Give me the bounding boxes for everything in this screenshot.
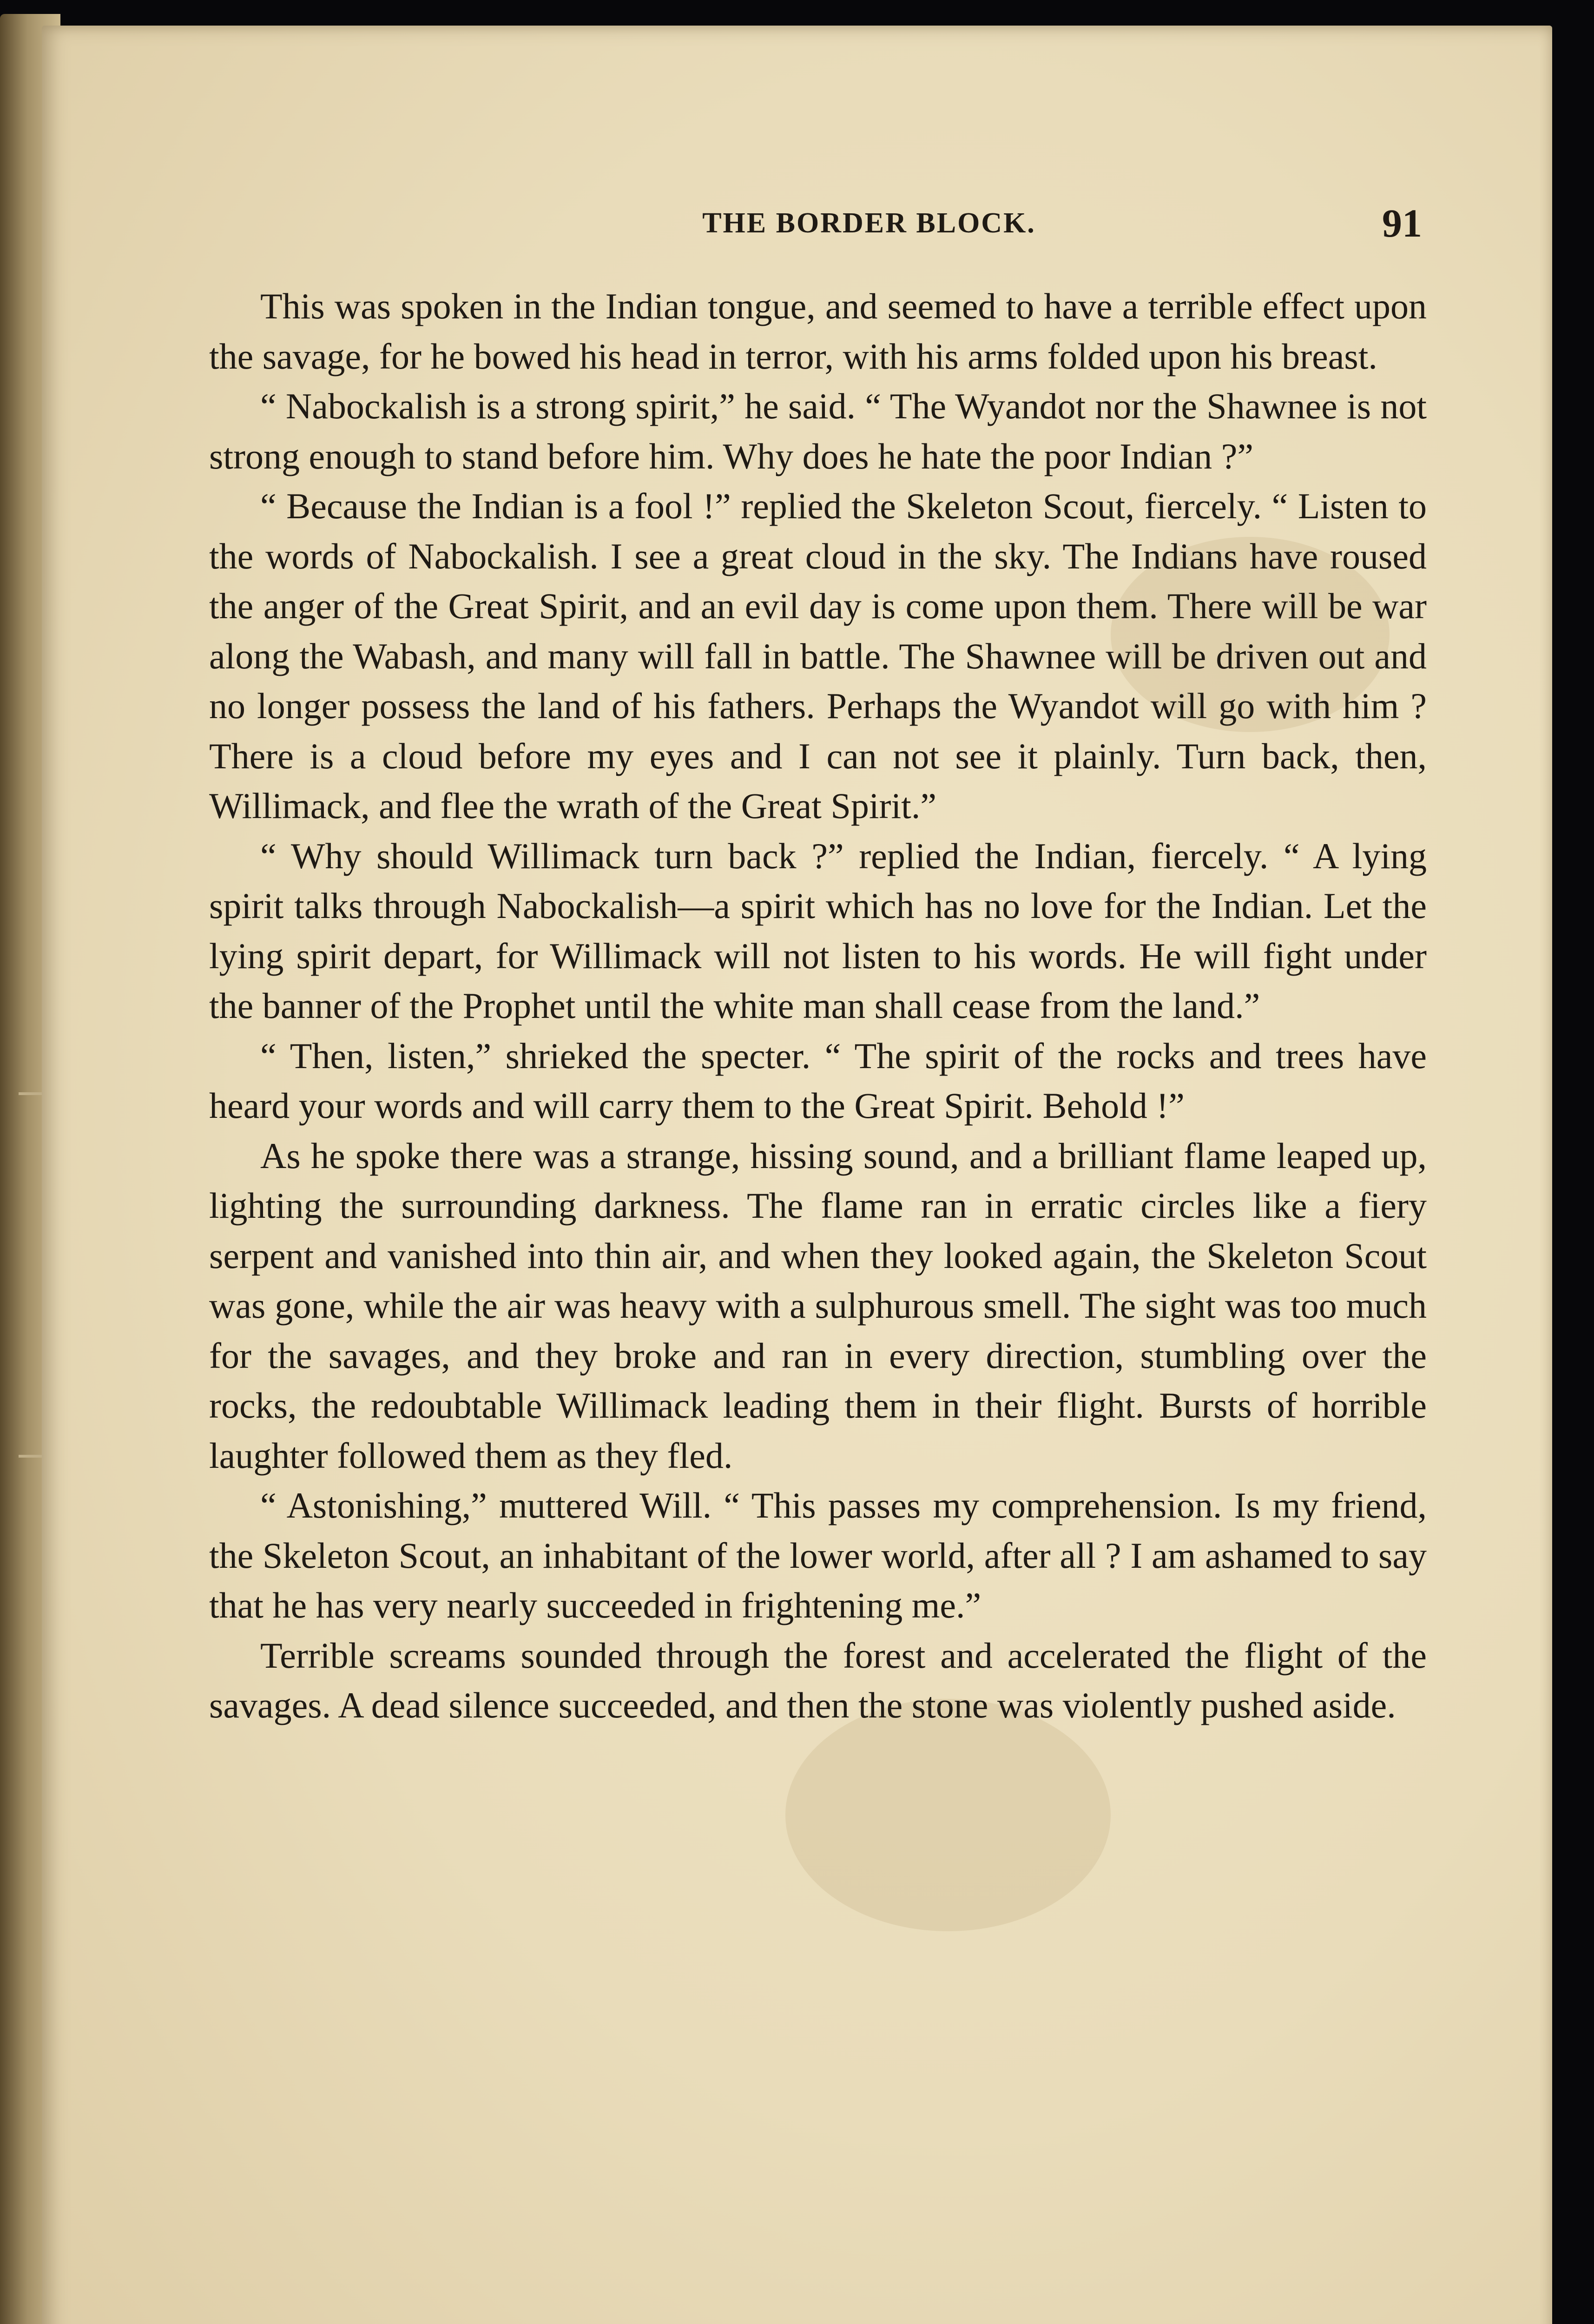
paragraph: This was spoken in the Indian tongue, and seemed to have a terrible effect upon the savage, for he bowed his head in terror, with his arms folded upon his breast. — [209, 286, 1427, 376]
page-header — [209, 188, 1427, 258]
book-page — [42, 26, 1552, 2324]
body-text — [209, 281, 1427, 1730]
paragraph: As he spoke there was a strange, hissing sound, and a brilliant flame leaped up, lighting the surrounding darkness. The flame ran in erratic circles like a fiery serpent and vanished into thin air, and when they looked again, the Skeleton Scout was gone, while the air was heavy with a sulphurous smell. The sight was too much for the savages, and they broke and ran in every direction, stumbling over the rocks, the redoubtable Willimack leading them in their flight. Bursts of horrible laughter followed them as they fled. — [209, 1135, 1427, 1476]
paragraph: “ Because the Indian is a fool !” replied the Skeleton Scout, fiercely. “ Listen to the words of Nabockalish. I see a great cloud in the sky. The Indians have roused the anger of the Great Spirit, and an evil day is come upon them. There will be war along the Wabash, and many will fall in battle. The Shawnee will be driven out and no longer possess the land of his fathers. Perhaps the Wyandot will go with him ? There is a cloud before my eyes and I can not see it plainly. Turn back, then, Willimack, and flee the wrath of the Great Spirit.” — [209, 486, 1427, 826]
paragraph: “ Astonishing,” muttered Will. “ This passes my comprehension. Is my friend, the Skeleton Scout, an inhabitant of the lower world, after all ? I am ashamed to say that he has very nearly succeeded in frightening me.” — [209, 1485, 1427, 1625]
paragraph: “ Then, listen,” shrieked the specter. “ The spirit of the rocks and trees have heard your words and will carry them to the Great Spirit. Behold !” — [209, 1035, 1427, 1126]
paper-stain — [785, 1699, 1111, 1931]
paragraph: “ Nabockalish is a strong spirit,” he said. “ The Wyandot nor the Shawnee is not strong enough to stand before him. Why does he hate the poor Indian ?” — [209, 386, 1427, 476]
running-title: THE BORDER BLOCK. — [702, 207, 1036, 239]
paragraph: Terrible screams sounded through the forest and accelerated the flight of the savages. A dead silence succeeded, and then the stone was violently pushed aside. — [209, 1635, 1427, 1725]
page-number: 91 — [1382, 201, 1422, 245]
paragraph: “ Why should Willimack turn back ?” replied the Indian, fiercely. “ A lying spirit talks through Nabockalish—a spirit which has no love for the Indian. Let the lying spirit depart, for Willimack will not listen to his words. He will fight under the banner of the Prophet until the white man shall cease from the land.” — [209, 835, 1427, 1026]
